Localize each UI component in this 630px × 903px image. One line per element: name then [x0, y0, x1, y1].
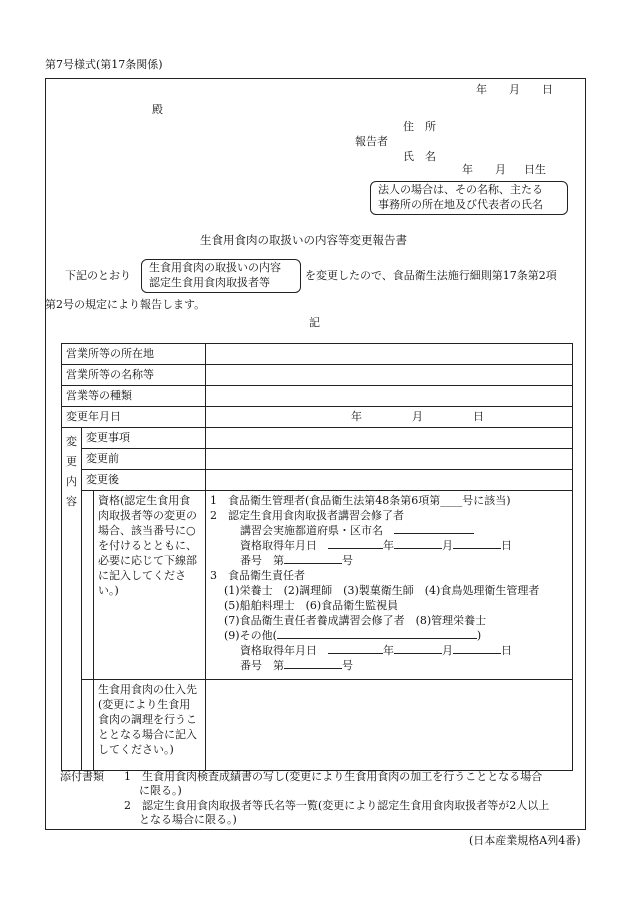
intro-option-1: 生食用食肉の取扱いの内容	[149, 261, 281, 274]
corp-note-line-1: 法人の場合は、その名称、主たる	[378, 183, 543, 196]
indent-spacer	[82, 491, 94, 680]
qual-3-other: (9)その他( )	[224, 629, 482, 642]
change-content-group: 変 更 内 容	[62, 428, 82, 771]
report-date: 年 月 日	[476, 83, 553, 96]
qual-3: 3 食品衛生責任者	[210, 569, 306, 582]
jis-paper-size: (日本産業規格A列4番)	[469, 834, 581, 847]
qualification-label: 資格(認定生食用食肉取扱者等の変更の場合、該当番号に○を付けるとともに、必要に応じて下線部に記入してください。)	[94, 491, 206, 680]
business-name-label: 営業所等の名称等	[62, 365, 206, 386]
birth-date: 年 月 日生	[462, 163, 546, 176]
qual-3-line-2: (5)船舶料理士 (6)食品衛生監視員	[224, 599, 399, 612]
qual-2-place: 講習会実施都道府県・区市名	[210, 523, 568, 538]
business-type-label: 営業等の種類	[62, 386, 206, 407]
reporter-label: 報告者	[355, 135, 388, 148]
change-before-label: 変更前	[82, 449, 206, 470]
qual-3-date: 資格取得年月日 年 月 日	[240, 644, 513, 657]
attachments-label: 添付書類	[60, 770, 104, 783]
change-date-value: 年 月 日	[206, 407, 573, 428]
change-item-value	[206, 428, 573, 449]
qual-2-date: 資格取得年月日 年 月 日	[240, 539, 513, 552]
ki-heading: 記	[309, 316, 320, 329]
change-after-label: 変更後	[82, 470, 206, 491]
form-number: 第7号様式(第17条関係)	[45, 58, 163, 71]
reporter-name-label: 氏 名	[403, 150, 436, 163]
corp-note-line-2: 事務所の所在地及び代表者の氏名	[378, 198, 543, 211]
business-type-value	[206, 386, 573, 407]
business-location-label: 営業所等の所在地	[62, 344, 206, 365]
qual-3-number: 番号 第 号	[240, 659, 354, 672]
attachment-2-line-2: となる場合に限る。)	[139, 813, 237, 826]
addressee: 殿	[152, 103, 163, 116]
change-item-label: 変更事項	[82, 428, 206, 449]
qual-2: 2 認定生食用食肉取扱者講習会修了者	[210, 509, 405, 522]
supplier-value	[206, 680, 573, 771]
indent-spacer-2	[82, 680, 94, 771]
report-table	[61, 343, 573, 771]
intro-tail: を変更したので、食品衛生法施行細則第17条第2項	[305, 269, 557, 282]
change-before-value	[206, 449, 573, 470]
attachment-1-line-1: 1 生食用食肉検査成績書の写し(変更により生食用食肉の加工を行うこととなる場合	[124, 770, 543, 783]
qualification-content	[206, 491, 573, 680]
business-location-value	[206, 344, 573, 365]
qual-3-line-1: (1)栄養士 (2)調理師 (3)製菓衛生師 (4)食鳥処理衛生管理者	[224, 584, 540, 597]
qual-3-line-3: (7)食品衛生責任者養成講習会修了者 (8)管理栄養士	[224, 614, 487, 627]
change-after-value	[206, 470, 573, 491]
business-name-value	[206, 365, 573, 386]
document-title: 生食用食肉の取扱いの内容等変更報告書	[200, 233, 407, 247]
intro-line-2: 第2号の規定により報告します。	[45, 298, 206, 311]
change-date-label: 変更年月日	[62, 407, 206, 428]
attachment-1-line-2: に限る。)	[139, 784, 182, 797]
supplier-label: 生食用食肉の仕入先(変更により生食用食肉の調理を行うこととなる場合に記入してください。)	[94, 680, 206, 771]
qual-2-number: 番号 第 号	[240, 554, 354, 567]
intro-lead: 下記のとおり	[65, 269, 131, 282]
reporter-address-label: 住 所	[403, 120, 436, 133]
qual-1: 1 食品衛生管理者(食品衛生法第48条第6項第____号に該当)	[210, 494, 511, 507]
intro-option-2: 認定生食用食肉取扱者等	[149, 276, 270, 289]
attachment-2-line-1: 2 認定生食用食肉取扱者等氏名等一覧(変更により認定生食用食肉取扱者等が2人以上	[124, 799, 550, 812]
